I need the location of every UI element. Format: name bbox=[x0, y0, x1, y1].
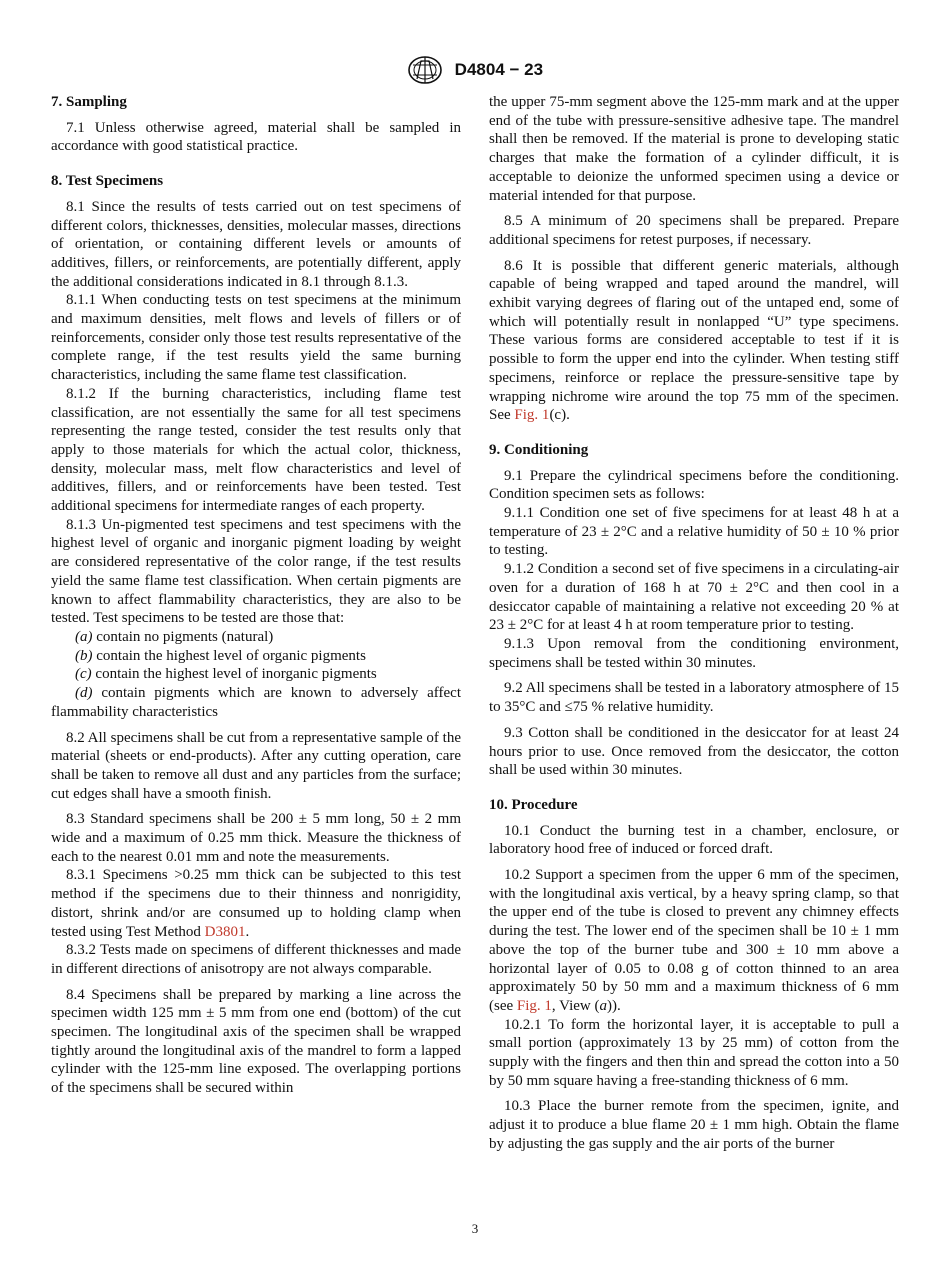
list-item: (d) contain pigments which are known to adversely affect flammability characteristics bbox=[51, 685, 461, 720]
paragraph-9-2: 9.2 All specimens shall be tested in a laboratory atmosphere of 15 to 35°C and ≤75 % relative humidity. bbox=[489, 680, 899, 716]
d3801-link[interactable]: D3801 bbox=[204, 923, 246, 940]
paragraph-9-1: 9.1 Prepare the cylindrical specimens before the conditioning. Condition specimen sets as follows: bbox=[489, 467, 899, 503]
paragraph-8-4-continued: the upper 75-mm segment above the 125-mm mark and at the upper end of the tube with pressure-sensitive adhesive tape. The mandrel shall then be removed. If the material is prone to developing static charges that make the formation of a cylinder difficult, it is acceptable to deionize the unformed specimen using a device or material intended for that purpose. bbox=[489, 94, 899, 204]
page-header bbox=[0, 55, 950, 85]
paragraph-8-1-2: 8.1.2 If the burning characteristics, including flame test classification, are not essentially the same for all test specimens representing the range tested, consider the test results only that apply to those materials for which the actual color, thickness, density, molecular mass, melt flow characteristics and level of additives, fillers, and or reinforcements have been tested. Test additional specimens for intermediate ranges of each property. bbox=[51, 385, 461, 515]
paragraph-10-3: 10.3 Place the burner remote from the specimen, ignite, and adjust it to produce a blue flame 20 ± 1 mm high. Obtain the flame by adjusting the gas supply and the air ports of the burner bbox=[489, 1098, 899, 1152]
paragraph-8-3: 8.3 Standard specimens shall be 200 ± 5 mm long, 50 ± 2 mm wide and a maximum of 0.25 mm thick. Measure the thickness of each to the nearest 0.01 mm and note the measurements. bbox=[51, 811, 461, 865]
paragraph-8-6: 8.6 It is possible that different generic materials, although capable of being wrapped and taped around the mandrel, will exhibit varying degrees of flaring out of the untaped end, some of which will potentially result in nonlapped “U” type specimens. These various forms are considered acceptable to test if it is possible to form the upper end into the cylinder. When testing stiff specimens, reinforce or replace the pressure-sensitive tape by wrapping nichrome wire around the top 75 mm of the specimen. See Fig. 1(c). bbox=[489, 257, 899, 424]
page-number: 3 bbox=[471, 1221, 479, 1236]
paragraph-7-1: 7.1 Unless otherwise agreed, material shall be sampled in accordance with good statistical practice. bbox=[51, 119, 461, 155]
fig-1-link[interactable]: Fig. 1 bbox=[514, 407, 550, 424]
section-9-title: 9. Conditioning bbox=[489, 441, 589, 458]
document-code: D4804 − 23 bbox=[454, 59, 544, 79]
left-column bbox=[51, 93, 461, 1098]
fig-1-link[interactable]: Fig. 1 bbox=[516, 997, 552, 1014]
paragraph-8-3-1: 8.3.1 Specimens >0.25 mm thick can be subjected to this test method if the specimens due to their thinness and nonrigidity, distort, shrink and/or are consumed up to holding clamp when tested using Test Method D3801. bbox=[51, 867, 461, 940]
paragraph-8-1-1: 8.1.1 When conducting tests on test specimens at the minimum and maximum densities, melt flows and levels of fillers or of reinforcements, consider only those test results representative of the complete range, if the test results yield the same burning characteristics, including the same flame test classification. bbox=[51, 292, 461, 384]
section-8-title: 8. Test Specimens bbox=[51, 173, 164, 190]
list-item: (c) contain the highest level of inorganic pigments bbox=[75, 666, 377, 683]
paragraph-8-1: 8.1 Since the results of tests carried out on test specimens of different colors, thicknesses, densities, molecular masses, directions of orientation, or containing different levels or amounts of additives, fillers, or reinforcements, are potentially different, apply the additional considerations indicated in 8.1 through 8.1.3. bbox=[51, 198, 461, 290]
section-7-title: 7. Sampling bbox=[51, 94, 127, 110]
paragraph-10-2-1: 10.2.1 To form the horizontal layer, it is acceptable to pull a small portion (approximately 13 by 25 mm) of cotton from the supply with the fingers and then thin and spread the cotton into a 50 by 50 mm square having a free-standing thickness of 6 mm. bbox=[489, 1016, 899, 1089]
paragraph-8-2: 8.2 All specimens shall be cut from a representative sample of the material (sheets or end-products). After any cutting operation, care shall be taken to remove all dust and any particles from the surface; cut edges shall have a smooth finish. bbox=[51, 729, 461, 802]
paragraph-9-3: 9.3 Cotton shall be conditioned in the desiccator for at least 24 hours prior to use. Once removed from the desiccator, the cotton shall be used within 30 minutes. bbox=[489, 724, 899, 779]
astm-logo-icon bbox=[407, 55, 443, 85]
paragraph-10-2: 10.2 Support a specimen from the upper 6 mm of the specimen, with the longitudinal axis vertical, by a heavy spring clamp, so that the upper end of the tube is closed to prevent any chimney effects during the test. The lower end of the specimen shall be 10 ± 1 mm above the top of the burner tube and 300 ± 10 mm above a horizontal layer of 0.05 to 0.08 g of cotton thinned to an area approximately 50 by 50 mm and a maximum thickness of 6 mm (see Fig. 1, View (a)). bbox=[489, 867, 899, 1014]
paragraph-8-4: 8.4 Specimens shall be prepared by marking a line across the specimen width 125 mm ± 5 mm from one end (bottom) of the cut specimen. The longitudinal axis of the specimen shall be wrapped tightly around the longitudinal axis of the mandrel to form a lapped cylinder with the 125-mm line exposed. The overlapping portions of the specimens shall be secured within bbox=[51, 986, 461, 1097]
paragraph-9-1-3: 9.1.3 Upon removal from the conditioning environment, specimens shall be tested within 30 minutes. bbox=[489, 635, 899, 671]
paragraph-9-1-1: 9.1.1 Condition one set of five specimens for at least 48 h at a temperature of 23 ± 2°C and a relative humidity of 50 ± 10 % prior to testing. bbox=[489, 505, 899, 559]
paragraph-8-3-2: 8.3.2 Tests made on specimens of different thicknesses and made in different directions of anisotropy are not always comparable. bbox=[51, 942, 461, 977]
list-item: (a) contain no pigments (natural) bbox=[75, 628, 274, 645]
paragraph-10-1: 10.1 Conduct the burning test in a chamber, enclosure, or laboratory hood free of induced or forced draft. bbox=[489, 822, 899, 858]
section-10-title: 10. Procedure bbox=[489, 796, 578, 813]
paragraph-9-1-2: 9.1.2 Condition a second set of five specimens in a circulating-air oven for a duration of 168 h at 70 ± 2°C and then cool in a desiccator capable of maintaining a relative not exceeding 20 % at 23 ± 2°C for at least 4 h at room temperature prior to testing. bbox=[489, 561, 899, 634]
pigment-list bbox=[51, 628, 461, 722]
list-item: (b) contain the highest level of organic pigments bbox=[75, 647, 366, 664]
paragraph-8-5: 8.5 A minimum of 20 specimens shall be prepared. Prepare additional specimens for retest purposes, if necessary. bbox=[489, 213, 899, 248]
paragraph-8-1-3: 8.1.3 Un-pigmented test specimens and test specimens with the highest level of organic and inorganic pigment loading by weight are considered representative of the color range, if the test results yield the same flame test classification. When certain pigments are known to affect flammability characteristics, they are also to be tested. Test specimens to be tested are those that: bbox=[51, 516, 461, 627]
right-column bbox=[489, 93, 899, 1154]
